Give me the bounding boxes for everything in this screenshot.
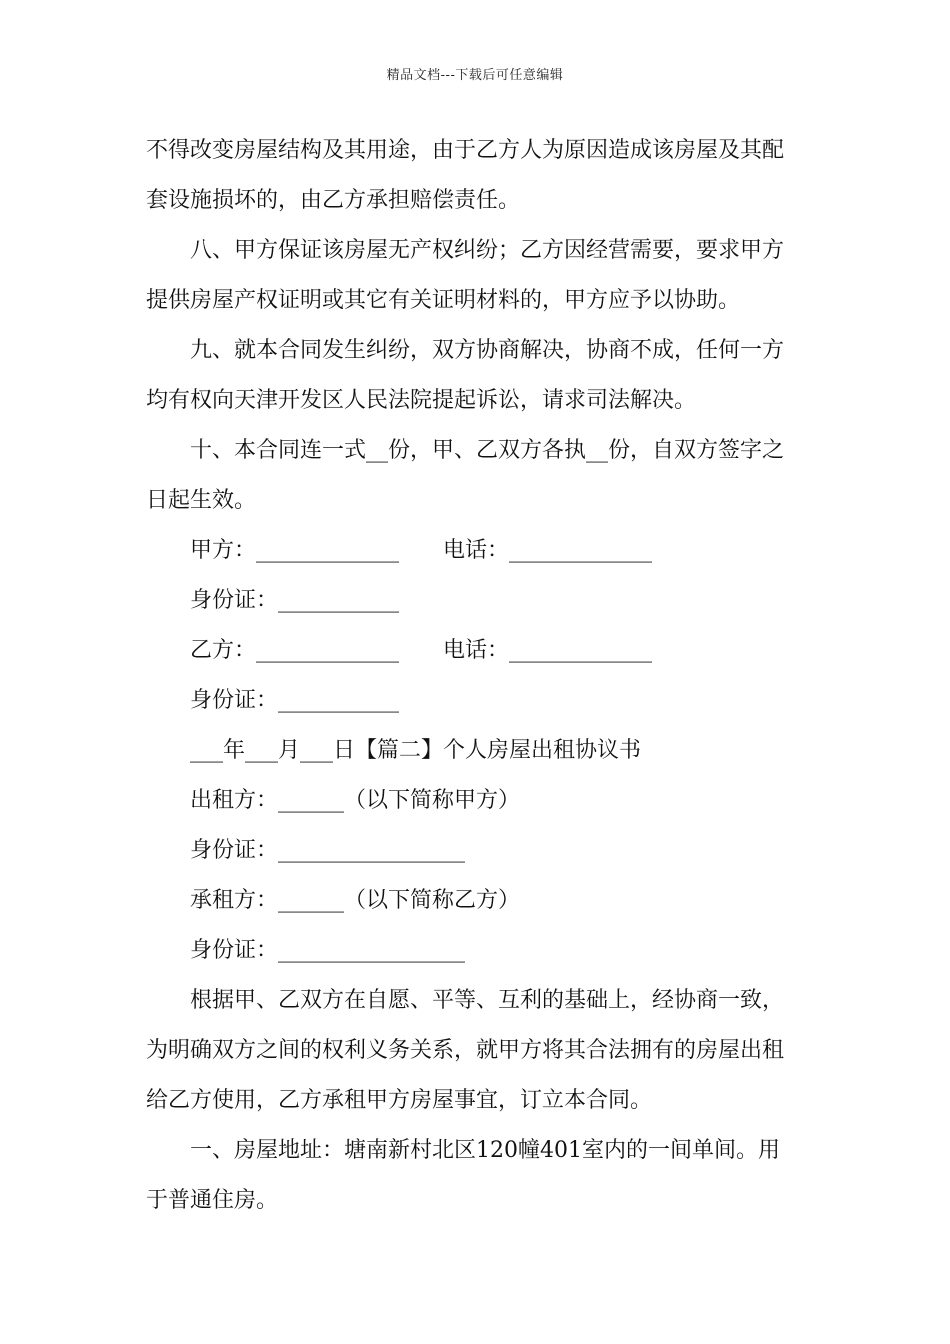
text-line: 于普通住房。 (146, 1188, 279, 1213)
text-line: 不得改变房屋结构及其用途，由于乙方人为原因造成该房屋及其配 (146, 138, 785, 163)
party-a-signature-line: 甲方：_____________ 电话：_____________ (190, 538, 653, 563)
lessee-id-line: 身份证：_________________ (190, 938, 466, 963)
text-line: 九、就本合同发生纠纷，双方协商解决，协商不成，任何一方 (190, 338, 785, 363)
text-line: 八、甲方保证该房屋无产权纠纷；乙方因经营需要，要求甲方 (190, 238, 785, 263)
text-line: 提供房屋产权证明或其它有关证明材料的，甲方应予以协助。 (146, 288, 741, 313)
party-a-id-line: 身份证：___________ (190, 588, 400, 613)
text-line: 日起生效。 (146, 488, 257, 513)
text-line: 根据甲、乙双方在自愿、平等、互利的基础上，经协商一致， (190, 988, 785, 1013)
text-line: 套设施损坏的，由乙方承担赔偿责任。 (146, 188, 521, 213)
lessor-line: 出租方：______（以下简称甲方） (190, 788, 521, 813)
party-b-id-line: 身份证：___________ (190, 688, 400, 713)
party-b-signature-line: 乙方：_____________ 电话：_____________ (190, 638, 653, 663)
text-line: 一、房屋地址：塘南新村北区120幢401室内的一间单间。用 (190, 1138, 780, 1163)
lessor-id-line: 身份证：_________________ (190, 838, 466, 863)
text-line: 为明确双方之间的权利义务关系，就甲方将其合法拥有的房屋出租 (146, 1038, 785, 1063)
text-line: 十、本合同连一式__份，甲、乙双方各执__份，自双方签字之 (190, 438, 785, 463)
date-title-line: ___年___月___日【篇二】个人房屋出租协议书 (190, 738, 642, 763)
lessee-line: 承租方：______（以下简称乙方） (190, 888, 521, 913)
text-line: 均有权向天津开发区人民法院提起诉讼，请求司法解决。 (146, 388, 697, 413)
page-header: 精品文档---下载后可任意编辑 (386, 68, 564, 83)
text-line: 给乙方使用，乙方承租甲方房屋事宜，订立本合同。 (146, 1088, 653, 1113)
